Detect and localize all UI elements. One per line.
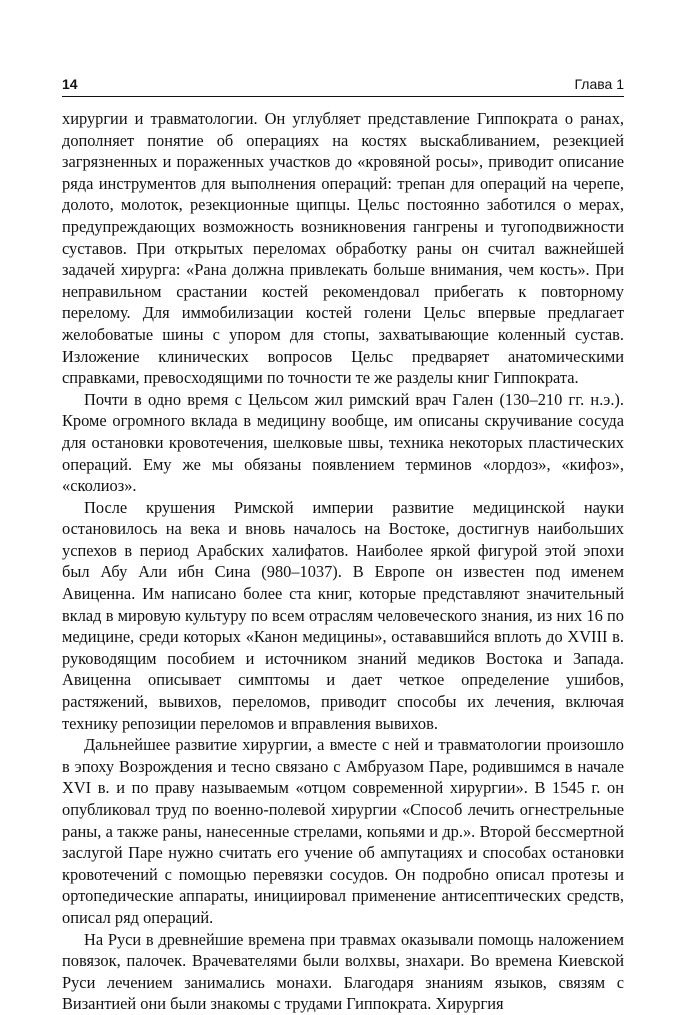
- chapter-label: Глава 1: [574, 76, 624, 92]
- paragraph-avicenna: После крушения Римской империи развитие медицинской науки остановилось на века и вновь началось на Востоке, достигнув наибольших успехов в период Арабских халифатов. Наиболее яркой фигурой этой эпохи был Абу Али ибн Сина (980–1037). В Европе он известен под именем Авиценна. Им написано более ста книг, которые представляют значительный вклад в мировую культуру по всем отраслям человеческого знания, из них 16 по медицине, среди которых «Канон медицины», остававшийся вплоть до XVIII в. руководящим пособием и источником знаний медиков Востока и Запада. Авиценна описывает симптомы и дает четкое определение ушибов, растяжений, вывихов, переломов, приводит способы их лечения, включая технику репозиции переломов и вправления вывихов.: [62, 497, 624, 733]
- paragraph-rus: На Руси в древнейшие времена при травмах оказывали помощь наложением повязок, палочек. Врачевателями были волхвы, знахари. Во времена Киевской Руси лечением занимались монахи. Благодаря знаниям языков, связям с Византией они были знакомы с трудами Гиппократа. Хирургия: [62, 929, 624, 1014]
- body-text: [62, 108, 624, 1015]
- paragraph-pare: Дальнейшее развитие хирургии, а вместе с ней и травматологии произошло в эпоху Возрождения и тесно связано с Амбруазом Паре, родившимся в начале XVI в. и по праву называемым «отцом современной хирургии». В 1545 г. он опубликовал труд по военно-полевой хирургии «Способ лечить огнестрельные раны, а также раны, нанесенные стрелами, копьями и др.». Второй бессмертной заслугой Паре нужно считать его учение об ампутациях и способах остановки кровотечений с помощью перевязки сосудов. Он подробно описал протезы и ортопедические аппараты, инициировал применение антисептических средств, описал ряд операций.: [62, 735, 624, 927]
- paragraph-galen: Почти в одно время с Цельсом жил римский врач Гален (130–210 гг. н.э.). Кроме огромного вклада в медицину вообще, им описаны скручивание сосуда для остановки кровотечения, шелковые швы, техника некоторых пластических операций. Ему же мы обязаны появлением терминов «лордоз», «кифоз», «сколиоз».: [62, 389, 624, 496]
- paragraph-celsus-continued: хирургии и травматологии. Он углубляет представление Гиппократа о ранах, дополняет понятие об операциях на костях выскабливанием, резекцией загрязненных и пораженных участков до «кровяной росы», приводит описание ряда инструментов для выполнения операций: трепан для операций на черепе, долото, молоток, резекционные щипцы. Цельс постоянно заботился о мерах, предупреждающих возможность возникновения гангрены и тугоподвижности суставов. При открытых переломах обработку раны он считал важнейшей задачей хирурга: «Рана должна привлекать больше внимания, чем кость». При неправильном срастании костей рекомендовал прибегать к повторному перелому. Для иммобилизации костей голени Цельс впервые предлагает желобоватые шины с упором для стопы, захватывающие коленный сустав. Изложение клинических вопросов Цельс предваряет анатомическими справками, превосходящими по точности те же разделы книг Гиппократа.: [62, 109, 624, 388]
- running-head: [62, 76, 624, 97]
- page-number: 14: [62, 76, 78, 92]
